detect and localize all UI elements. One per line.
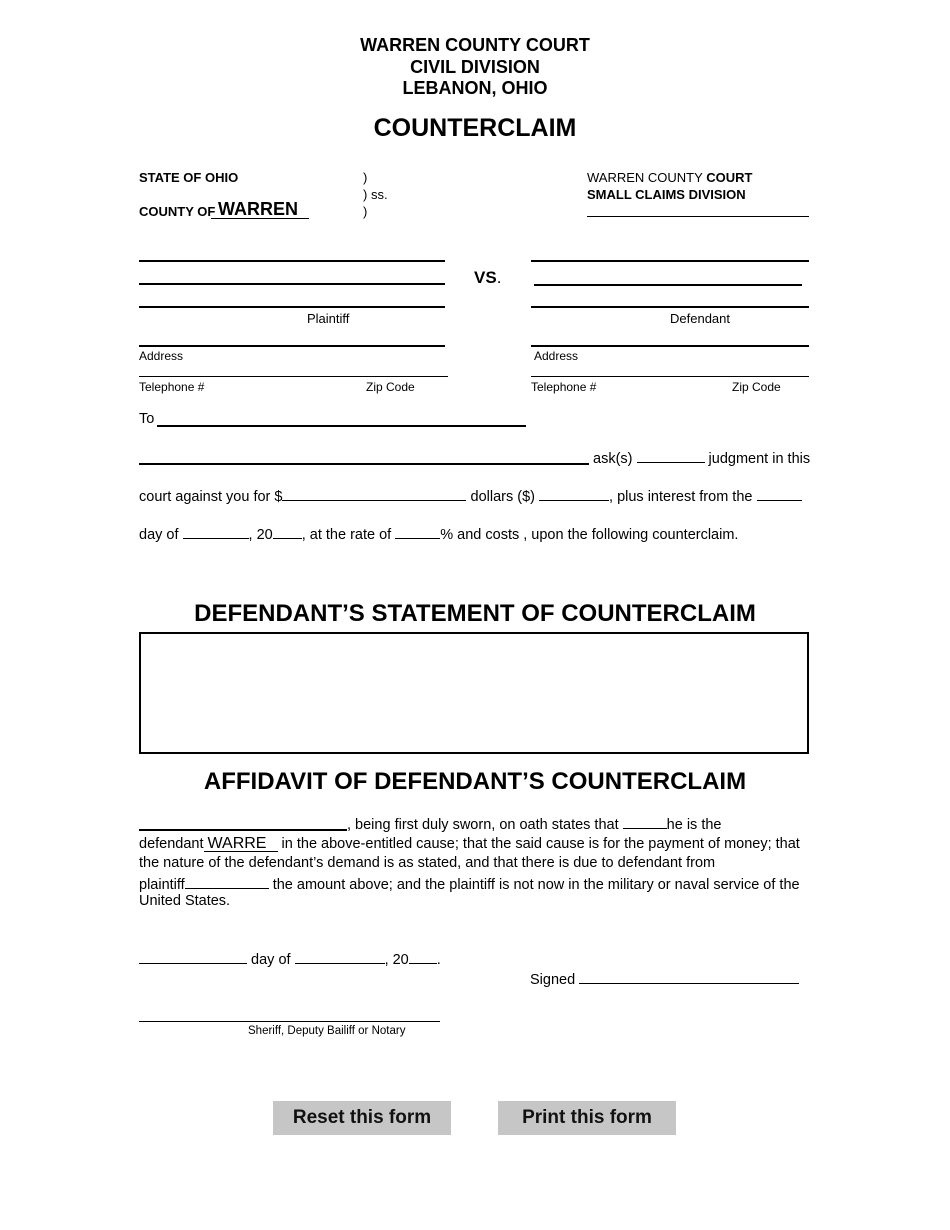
vs-text: VS (474, 268, 497, 287)
asks-blank[interactable] (637, 448, 705, 463)
affidavit-line-4-rest: the amount above; and the plaintiff is not now in the military or naval service of the (272, 877, 800, 893)
asks-line (593, 448, 810, 467)
court-city: LEBANON, OHIO (402, 78, 548, 98)
plaintiff-telephone-label: Telephone # (139, 380, 205, 394)
rate-field[interactable] (395, 524, 440, 539)
signature-field[interactable] (579, 969, 799, 984)
plaintiff-phone-line[interactable] (139, 376, 448, 377)
affiant-name-field[interactable] (139, 829, 347, 831)
judgment-label: judgment in this (708, 451, 811, 467)
court-against-label: court against you for $ (139, 489, 283, 505)
plaintiff-name-field[interactable] (139, 463, 589, 465)
affidavit-line-1 (347, 814, 721, 833)
defendant-phone-line[interactable] (531, 376, 809, 377)
year-field[interactable] (273, 524, 302, 539)
defendant-word: defendant (139, 836, 204, 852)
plaintiff-name-line-1[interactable] (139, 260, 445, 262)
defendant-name-line-2[interactable] (534, 284, 802, 286)
defendant-name-line-3[interactable] (531, 306, 809, 308)
twenty-label: , 20 (248, 527, 273, 543)
plus-interest-label: , plus interest from the (609, 489, 753, 505)
amount-field[interactable] (282, 486, 466, 501)
case-number-field[interactable] (587, 216, 809, 217)
percent-costs-label: % and costs , upon the following counterclaim. (440, 527, 739, 543)
court-name: WARREN COUNTY COURT (360, 35, 590, 55)
paren-3: ) (363, 204, 368, 219)
plaintiff-name-line-3[interactable] (139, 306, 445, 308)
signed-label: Signed (530, 972, 576, 988)
month-field[interactable] (183, 524, 249, 539)
dollars-label: dollars ($) (470, 489, 535, 505)
sign-period: . (436, 952, 441, 968)
rate-label: , at the rate of (301, 527, 392, 543)
he-she-field[interactable] (623, 814, 667, 829)
defendant-address-label: Address (534, 349, 579, 363)
venue-court-division: SMALL CLAIMS DIVISION (587, 187, 746, 202)
sign-date-line (139, 949, 441, 968)
county-label: COUNTY OF (139, 204, 216, 219)
plaintiff-word: plaintiff (139, 877, 185, 893)
state-label: STATE OF OHIO (139, 170, 239, 185)
to-label: To (139, 411, 155, 427)
asks-label: ask(s) (593, 451, 633, 467)
notary-signature-field[interactable] (139, 1021, 440, 1022)
plaintiff-label: Plaintiff (307, 311, 350, 326)
reset-form-button[interactable]: Reset this form (273, 1101, 451, 1135)
paren-1: ) (363, 170, 368, 185)
print-form-button[interactable]: Print this form (498, 1101, 676, 1135)
statement-textarea[interactable] (139, 632, 809, 754)
sign-day-field[interactable] (139, 949, 247, 964)
date-rate-line (139, 524, 738, 543)
defendant-zip-label: Zip Code (732, 380, 781, 394)
he-is-the-text: he is the (666, 817, 722, 833)
plaintiff-name-line-2[interactable] (139, 283, 445, 285)
sign-day-of-label: day of (251, 952, 291, 968)
county-field[interactable]: WARREN (218, 199, 298, 219)
to-field[interactable] (157, 425, 526, 427)
sworn-text: , being first duly sworn, on oath states that (347, 817, 619, 833)
affidavit-line-2-rest: in the above-entitled cause; that the said cause is for the payment of money; that (281, 836, 800, 852)
paren-ss: ) ss. (363, 187, 388, 202)
sign-month-field[interactable] (295, 949, 385, 964)
venue-court-name (587, 170, 752, 185)
affidavit-plaintiff-field[interactable] (185, 874, 269, 889)
venue-court-bold: COURT (706, 170, 753, 185)
sign-year-field[interactable] (409, 949, 437, 964)
affidavit-line-5: United States. (139, 893, 231, 909)
dollars-field[interactable] (539, 486, 609, 501)
affidavit-line-4 (139, 874, 800, 893)
amount-line (139, 486, 802, 505)
interest-from-field[interactable] (757, 486, 802, 501)
county-underline (211, 218, 309, 219)
affidavit-line-2 (139, 836, 800, 852)
plaintiff-zip-label: Zip Code (366, 380, 415, 394)
affidavit-title: AFFIDAVIT OF DEFENDANT’S COUNTERCLAIM (203, 768, 747, 795)
statement-title: DEFENDANT’S STATEMENT OF COUNTERCLAIM (194, 600, 756, 627)
court-division: CIVIL DIVISION (410, 57, 540, 77)
plaintiff-address-line[interactable] (139, 345, 445, 347)
signed-line (530, 969, 799, 988)
defendant-name-field[interactable]: WARRE (204, 837, 278, 852)
vs-label (474, 268, 501, 288)
affidavit-line-3: the nature of the defendant’s demand is as stated, and that there is due to defendant from (139, 855, 716, 871)
defendant-address-line[interactable] (531, 345, 809, 347)
defendant-telephone-label: Telephone # (531, 380, 597, 394)
notary-label: Sheriff, Deputy Bailiff or Notary (248, 1025, 406, 1037)
defendant-label: Defendant (670, 311, 730, 326)
form-title: COUNTERCLAIM (373, 114, 577, 142)
venue-court-normal: WARREN COUNTY (587, 170, 703, 185)
vs-dot: . (496, 268, 502, 287)
defendant-name-line-1[interactable] (531, 260, 809, 262)
plaintiff-address-label: Address (139, 349, 184, 363)
sign-twenty-label: , 20 (384, 952, 409, 968)
day-of-label: day of (139, 527, 179, 543)
